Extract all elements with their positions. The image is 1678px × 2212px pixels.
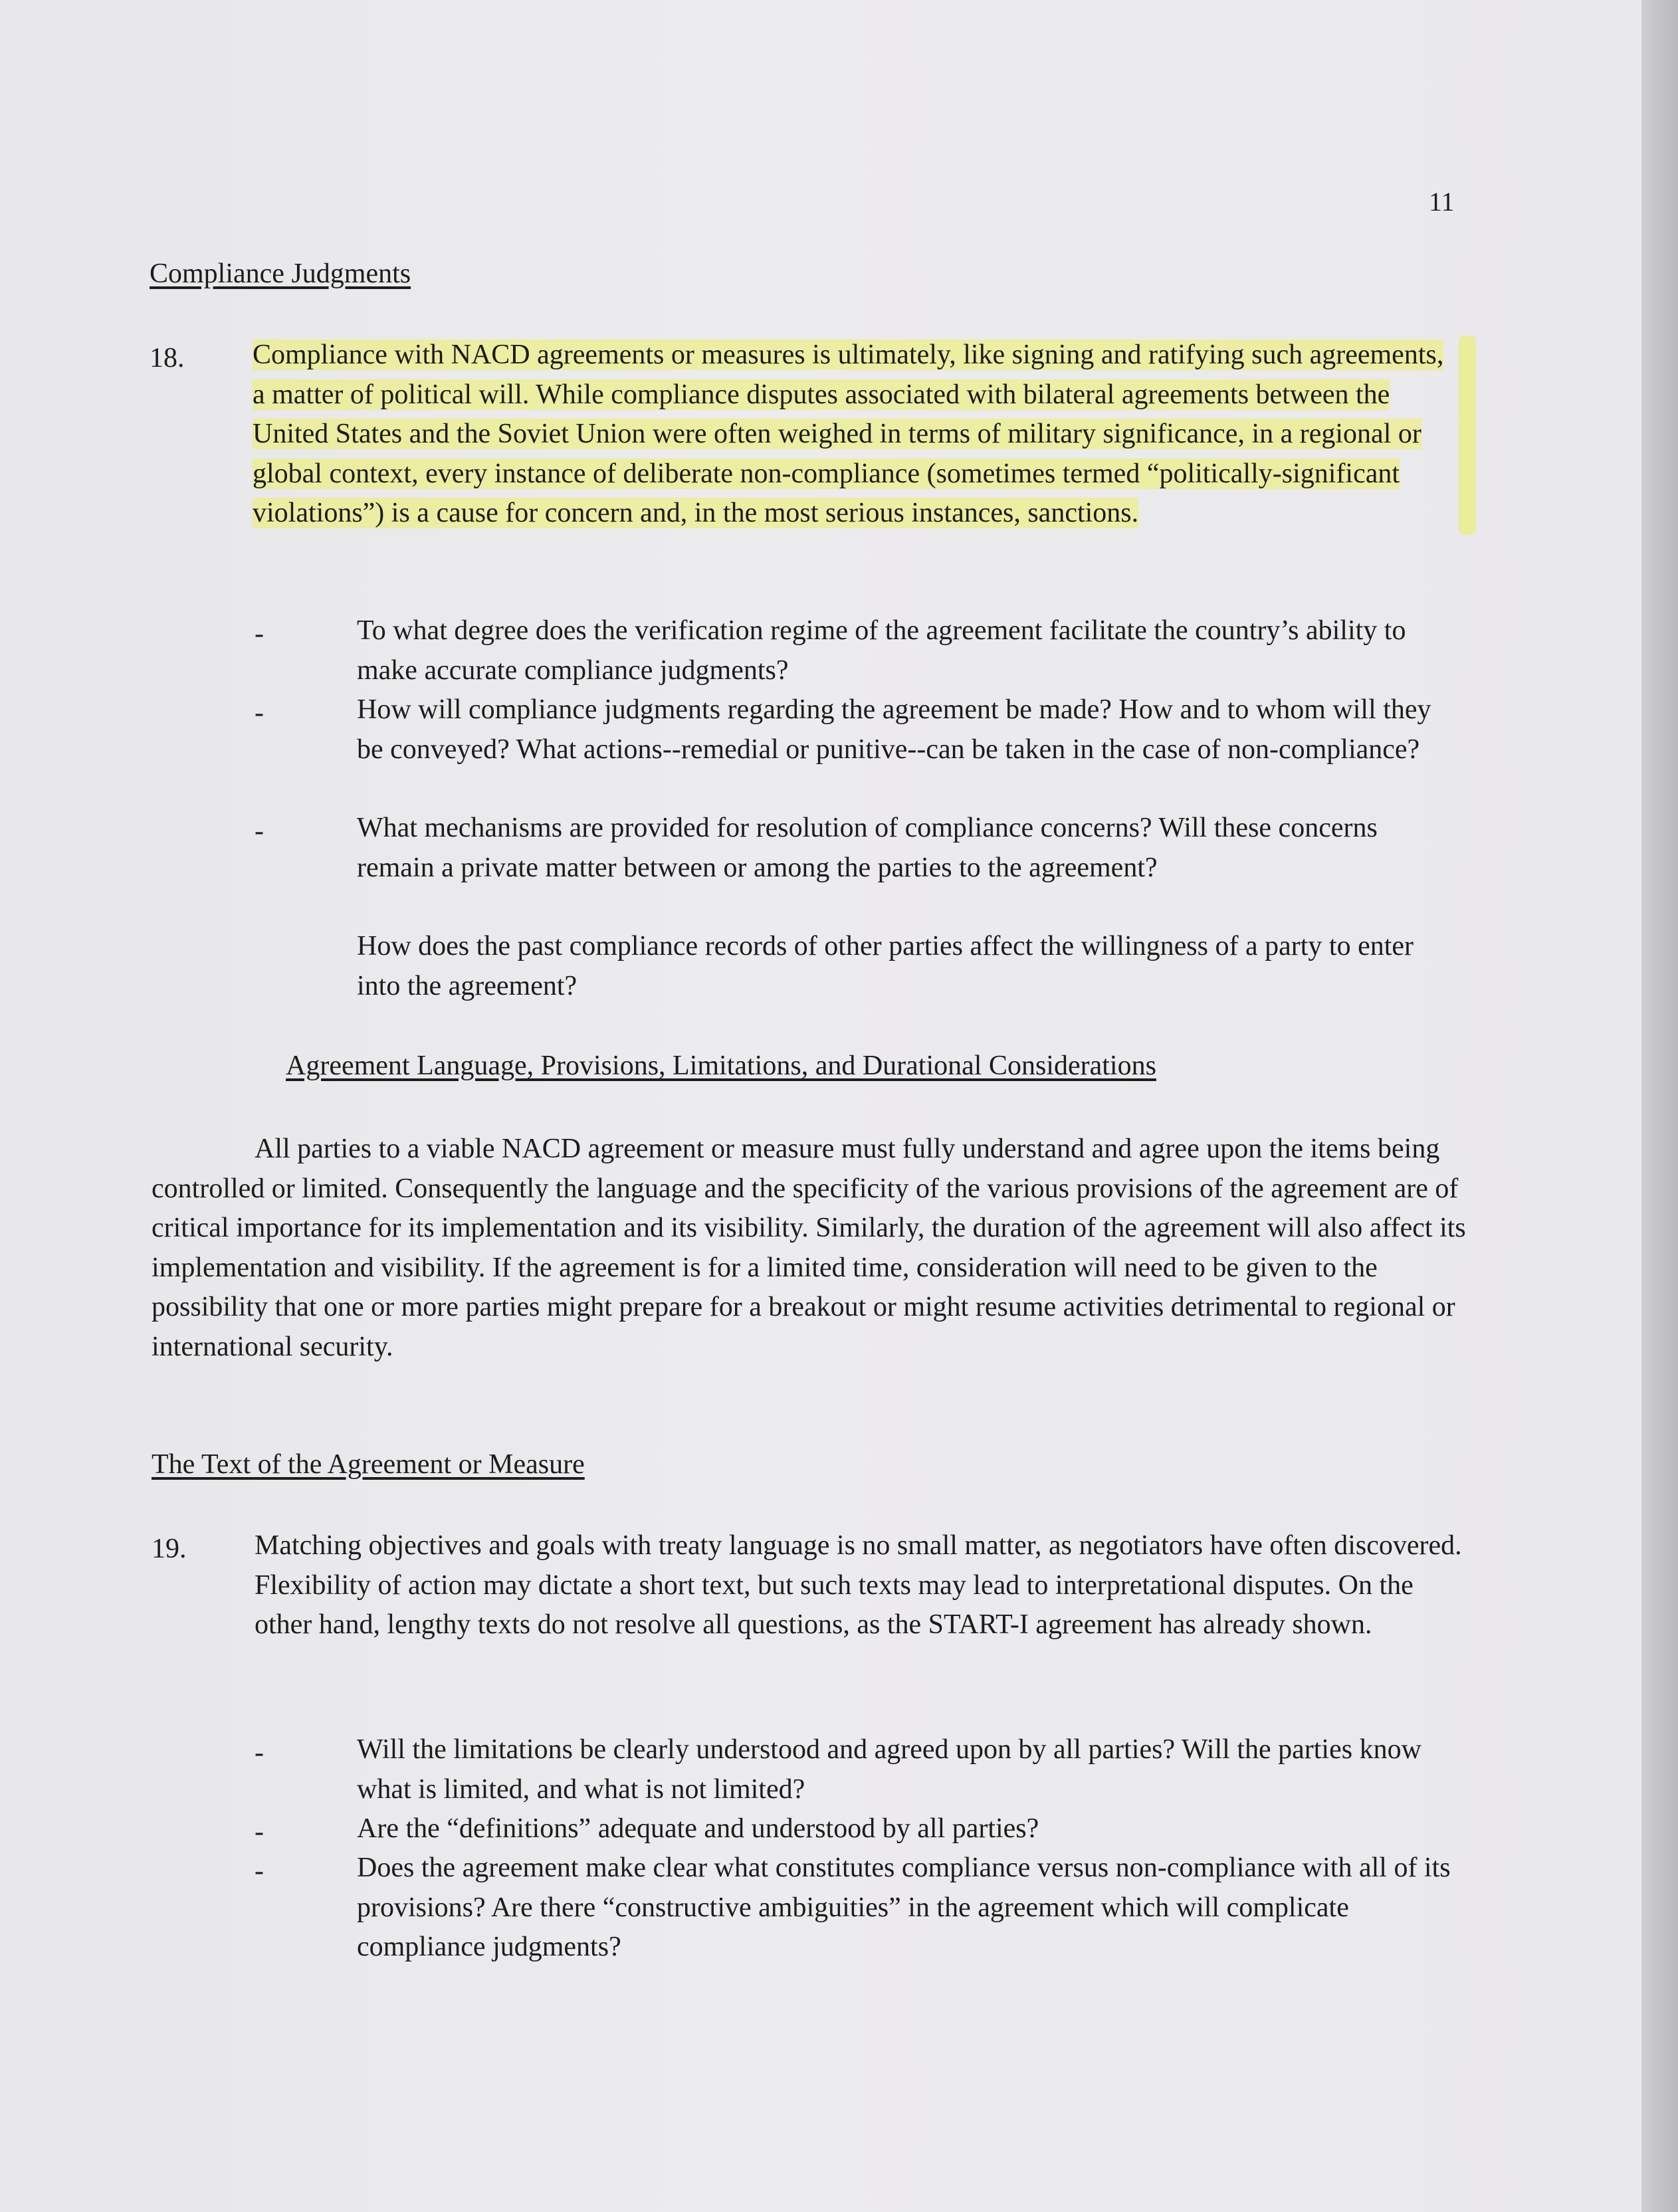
paragraph-number-19: 19.	[152, 1534, 187, 1564]
bullet-item: Are the “definitions” adequate and understood by all parties?	[357, 1813, 1039, 1844]
page-edge	[1641, 0, 1678, 2212]
paragraph-number-18: 18.	[150, 343, 185, 373]
highlight-margin-mark	[1459, 336, 1476, 535]
bullet-item: To what degree does the verification regime of the agreement facilitate the country’s ability to make accurate compliance judgments?	[357, 615, 1406, 686]
bullet-item: How does the past compliance records of other parties affect the willingness of a party to enter into the agreement?	[357, 931, 1414, 1001]
bullet-dash: -	[255, 1856, 264, 1886]
bullet-item: Will the limitations be clearly understood and agreed upon by all parties? Will the parties know what is limited, and what is not limited?	[357, 1734, 1421, 1805]
paragraph-19: Matching objectives and goals with treaty language is no small matter, as negotiators have often discovered. Flexibility of action may dictate a short text, but such texts may lead to interpretational disputes. On the other hand, lengthy texts do not resolve all questions, as the START-I agreement has already shown.	[255, 1530, 1462, 1640]
bullet-item: Does the agreement make clear what constitutes compliance versus non-compliance with all of its provisions? Are there “constructive ambiguities” in the agreement which will complicate compliance judgments?	[357, 1853, 1451, 1962]
bullet-dash: -	[255, 619, 264, 649]
section-heading-text: The Text of the Agreement or Measure	[152, 1449, 585, 1480]
bullet-item: How will compliance judgments regarding the agreement be made? How and to whom will they be conveyed? What actions--remedial or punitive--can be taken in the case of non-compliance?	[357, 694, 1431, 765]
bullet-dash: -	[255, 1817, 264, 1847]
section-heading-language: Agreement Language, Provisions, Limitations, and Durational Considerations	[286, 1051, 1156, 1081]
paragraph-language: All parties to a viable NACD agreement or measure must fully understand and agree upon the items being controlled or limited. Consequently the language and the specificity of the various provisions of the agreement are of critical importance for its implementation and its visibility. Similarly, the duration of the agreement will also affect its implementation and visibility. If the agreement is for a limited time, consideration will need to be given to the possibility that one or more parties might prepare for a breakout or might resume activities detrimental to regional or international security.	[152, 1134, 1466, 1362]
highlighted-text: Compliance with NACD agreements or measures is ultimately, like signing and ratifying such agreements, a matter of political will. While compliance disputes associated with bilateral agreements between the United States and the Soviet Union were often weighed in terms of military significance, in a regional or global context, every instance of deliberate non-compliance (sometimes termed “politically-significant violations”) is a cause for concern and, in the most serious instances, sanctions.	[253, 340, 1444, 528]
page-number: 11	[1429, 187, 1455, 217]
bullet-dash: -	[255, 816, 264, 847]
bullet-item: What mechanisms are provided for resolution of compliance concerns? Will these concerns remain a private matter between or among the parties to the agreement?	[357, 813, 1378, 883]
bullet-dash: -	[255, 1738, 264, 1768]
bullet-dash: -	[255, 698, 264, 728]
paragraph-18	[253, 336, 1462, 534]
section-heading-compliance: Compliance Judgments	[150, 258, 411, 289]
